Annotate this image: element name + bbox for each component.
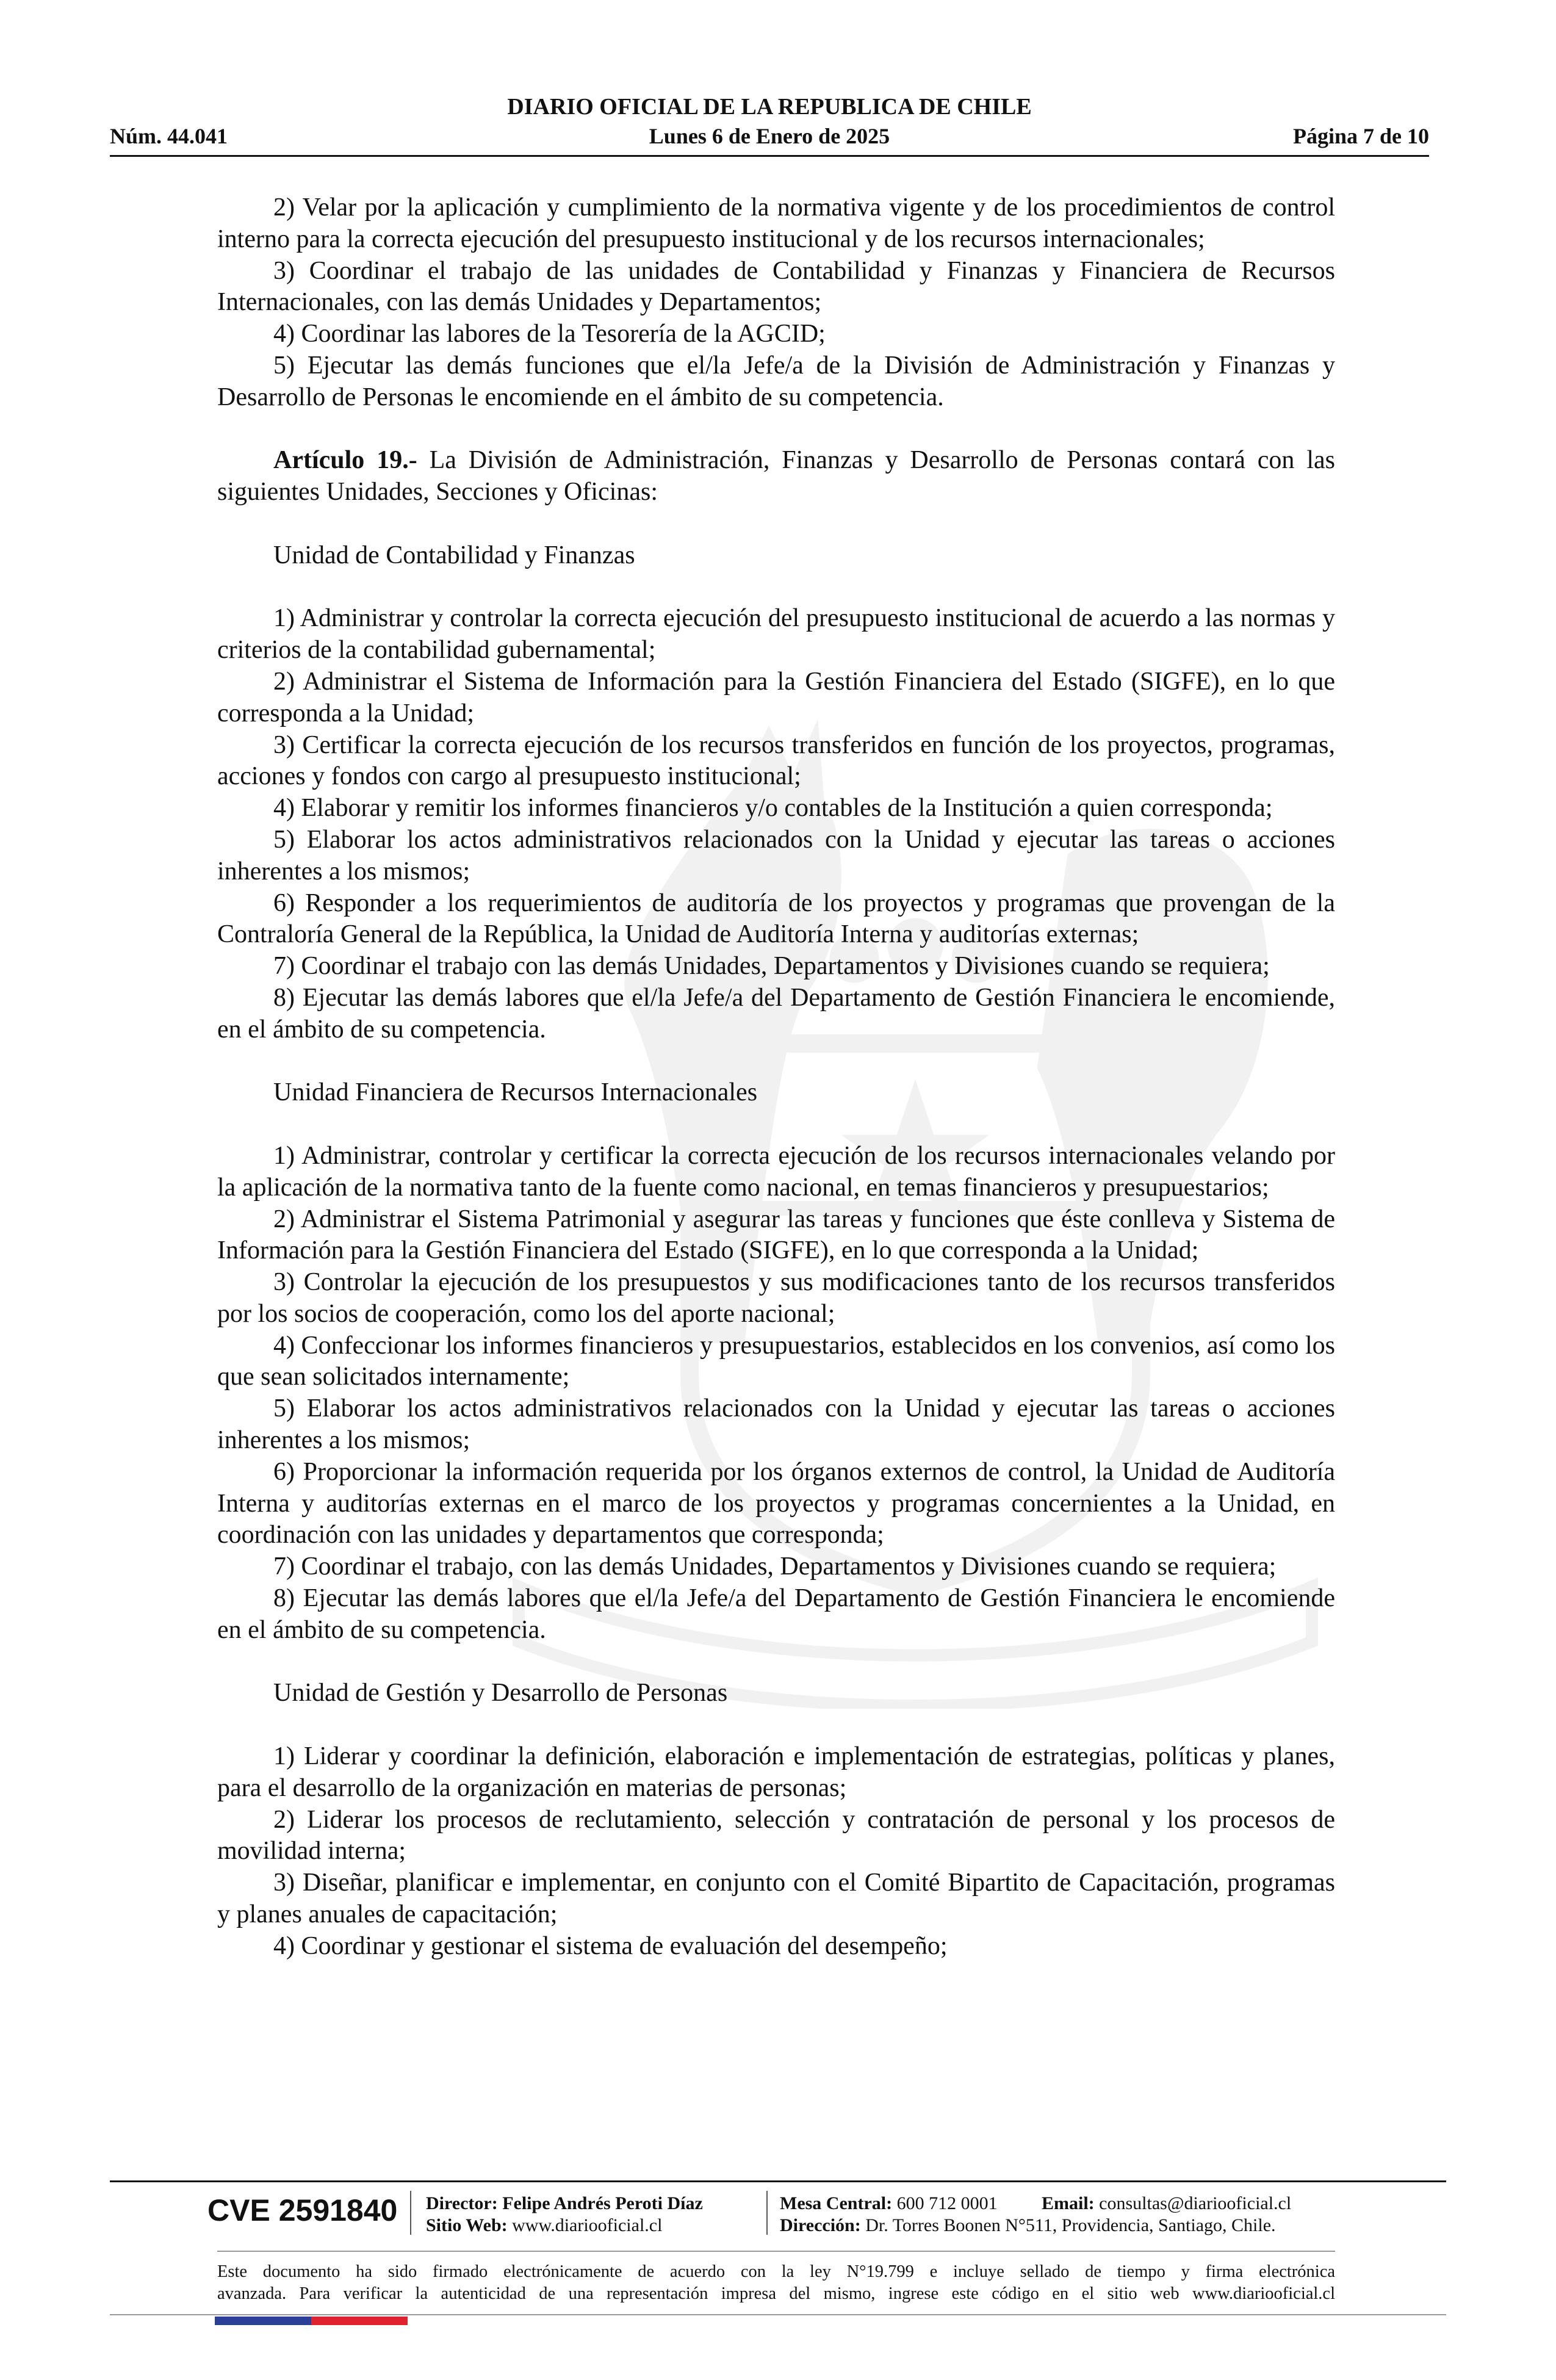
flag-red-segment	[311, 2317, 408, 2325]
footer-phone	[780, 2193, 998, 2215]
phone-value: 600 712 0001	[892, 2193, 998, 2213]
flag-stripe	[215, 2317, 408, 2325]
footer-separator	[766, 2191, 768, 2235]
article-text: La División de Administración, Finanzas y Desarrollo de Personas contará con las siguientes Unidades, Secciones y Oficinas:	[217, 446, 1335, 507]
footer-website	[426, 2215, 662, 2237]
page-number: Página 7 de 10	[1292, 124, 1429, 148]
article-label: Artículo 19.-	[273, 446, 417, 475]
page-header	[110, 93, 1429, 156]
list-item: 4) Coordinar y gestionar el sistema de evaluación del desempeño;	[273, 1931, 948, 1960]
list-item: 5) Elaborar los actos administrativos relacionados con la Unidad y ejecutar las tareas o acciones inherentes a los mismos;	[217, 825, 1335, 885]
footer-divider	[110, 2314, 1446, 2315]
list-item: 3) Certificar la correcta ejecución de los recursos transferidos en función de los proyectos, programas, acciones y fondos con cargo al presupuesto institucional;	[217, 730, 1335, 791]
list-item: 7) Coordinar el trabajo con las demás Unidades, Departamentos y Divisiones cuando se requiera;	[273, 952, 1270, 981]
list-item: 4) Coordinar las labores de la Tesorería de la AGCID;	[273, 320, 826, 348]
address-label: Dirección:	[780, 2215, 861, 2235]
list-item: 7) Coordinar el trabajo, con las demás Unidades, Departamentos y Divisiones cuando se requiera;	[273, 1552, 1277, 1581]
list-item: 2) Liderar los procesos de reclutamiento, selección y contratación de personal y los procesos de movilidad interna;	[217, 1805, 1335, 1866]
document-body	[217, 192, 1335, 1963]
website-label: Sitio Web:	[426, 2215, 508, 2235]
list-item: 3) Coordinar el trabajo de las unidades de Contabilidad y Finanzas y Financiera de Recursos Internacionales, con las demás Unidades y Departamentos;	[217, 256, 1335, 317]
disclaimer-line: avanzada. Para verificar la autenticidad de una representación impresa del mismo, ingrese este código en el sitio web www.diariooficial.cl	[217, 2284, 1335, 2303]
footer-email	[1042, 2193, 1291, 2215]
list-item: 4) Elaborar y remitir los informes financieros y/o contables de la Institución a quien corresponda;	[273, 794, 1273, 823]
issue-date: Lunes 6 de Enero de 2025	[649, 124, 890, 148]
list-item: 3) Diseñar, planificar e implementar, en conjunto con el Comité Bipartito de Capacitación, programas y planes anuales de capacitación;	[217, 1869, 1335, 1929]
issue-number: Núm. 44.041	[110, 124, 228, 148]
director-name: Felipe Andrés Peroti Díaz	[497, 2193, 703, 2213]
list-item: 2) Administrar el Sistema Patrimonial y asegurar las tareas y funciones que éste conlleva y Sistema de Información para la Gestión Financiera del Estado (SIGFE), en lo que corresponda a la Unidad;	[217, 1205, 1335, 1265]
list-item: 5) Elaborar los actos administrativos relacionados con la Unidad y ejecutar las tareas o acciones inherentes a los mismos;	[217, 1394, 1335, 1455]
list-item: 1) Liderar y coordinar la definición, elaboración e implementación de estrategias, políticas y planes, para el desarrollo de la organización en materias de personas;	[217, 1742, 1335, 1802]
list-item: 6) Responder a los requerimientos de auditoría de los proyectos y programas que provengan de la Contraloría General de la República, la Unidad de Auditoría Interna y auditorías externas;	[217, 889, 1335, 949]
footer-director	[426, 2193, 703, 2215]
email-label: Email:	[1042, 2193, 1095, 2213]
cve-code: CVE 2591840	[207, 2193, 398, 2227]
list-item: 1) Administrar y controlar la correcta ejecución del presupuesto institucional de acuerdo a las normas y criterios de la contabilidad gubernamental;	[217, 604, 1335, 665]
director-label: Director:	[426, 2193, 498, 2213]
newspaper-title: DIARIO OFICIAL DE LA REPUBLICA DE CHILE	[507, 94, 1032, 120]
footer-divider	[110, 2180, 1446, 2182]
disclaimer-line: Este documento ha sido firmado electrónicamente de acuerdo con la ley N°19.799 e incluye sellado de tiempo y firma electrónica	[217, 2262, 1335, 2281]
header-divider	[110, 155, 1429, 157]
article-paragraph	[217, 445, 1335, 508]
phone-label: Mesa Central:	[780, 2193, 893, 2213]
section-heading: Unidad de Gestión y Desarrollo de Personas	[273, 1679, 728, 1707]
list-item: 8) Ejecutar las demás labores que el/la Jefe/a del Departamento de Gestión Financiera le encomiende, en el ámbito de su competencia.	[217, 983, 1335, 1044]
address-value: Dr. Torres Boonen N°511, Providencia, Santiago, Chile.	[860, 2215, 1276, 2235]
footer-address	[780, 2215, 1276, 2237]
flag-blue-segment	[215, 2317, 311, 2325]
list-item: 2) Administrar el Sistema de Información para la Gestión Financiera del Estado (SIGFE), en lo que corresponda a la Unidad;	[217, 667, 1335, 727]
list-item: 5) Ejecutar las demás funciones que el/la Jefe/a de la División de Administración y Finanzas y Desarrollo de Personas le encomiende en el ámbito de su competencia.	[217, 351, 1335, 411]
footer-divider	[217, 2251, 1335, 2252]
website-link[interactable]: www.diariooficial.cl	[507, 2215, 663, 2235]
footer-separator	[410, 2191, 411, 2235]
signature-disclaimer	[217, 2261, 1335, 2305]
list-item: 4) Confeccionar los informes financieros y presupuestarios, establecidos en los convenios, así como los que sean solicitados internamente;	[217, 1331, 1335, 1391]
list-item: 6) Proporcionar la información requerida por los órganos externos de control, la Unidad de Auditoría Interna y auditorías externas en el marco de los proyectos y programas concernientes a la Unidad, en coordinación con las unidades y departamentos que corresponda;	[217, 1457, 1335, 1549]
list-item: 1) Administrar, controlar y certificar la correcta ejecución de los recursos internacionales velando por la aplicación de la normativa tanto de la fuente como nacional, en temas financieros y presupuestarios;	[217, 1141, 1335, 1202]
section-heading: Unidad de Contabilidad y Finanzas	[273, 541, 635, 569]
list-item: 8) Ejecutar las demás labores que el/la Jefe/a del Departamento de Gestión Financiera le encomiende en el ámbito de su competencia.	[217, 1584, 1335, 1644]
section-heading: Unidad Financiera de Recursos Internacionales	[273, 1078, 758, 1107]
list-item: 2) Velar por la aplicación y cumplimiento de la normativa vigente y de los procedimientos de control interno para la correcta ejecución del presupuesto institucional y de los recursos internacionales;	[217, 193, 1335, 253]
email-link[interactable]: consultas@diariooficial.cl	[1094, 2193, 1292, 2213]
list-item: 3) Controlar la ejecución de los presupuestos y sus modificaciones tanto de los recursos transferidos por los socios de cooperación, como los del aporte nacional;	[217, 1268, 1335, 1328]
